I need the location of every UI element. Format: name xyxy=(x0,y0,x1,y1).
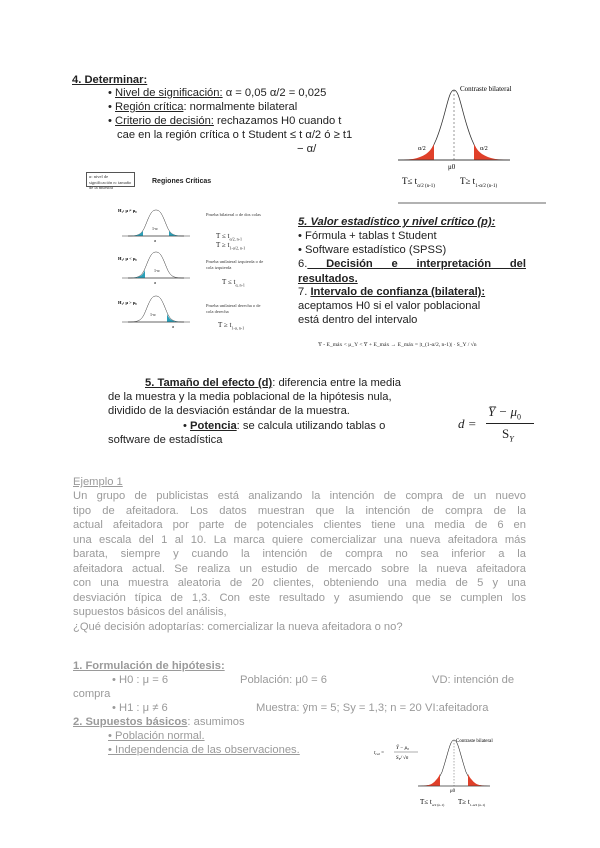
assumption-normal: • Población normal. xyxy=(108,730,205,742)
power-text2: software de estadística xyxy=(108,434,223,446)
svg-text:H₁: μ < μ₀: H₁: μ < μ₀ xyxy=(118,256,137,261)
bell-curve xyxy=(398,90,510,160)
mu0-label: μ0 xyxy=(450,789,456,794)
alpha-right-label: α/2 xyxy=(480,146,488,152)
effect-size-line1 xyxy=(145,376,401,391)
example-body xyxy=(73,489,526,634)
regions-title: Regiones Críticas xyxy=(152,178,212,185)
effect-formula-denominator: $S_Y$ xyxy=(502,426,514,444)
svg-text:H₁: μ ≠ μ₀: H₁: μ ≠ μ₀ xyxy=(118,208,137,213)
effect-size-text2: de la muestra y la media poblacional de la hipótesis nula, xyxy=(108,391,392,403)
note-box xyxy=(86,172,135,190)
svg-text:1-α: 1-α xyxy=(150,312,156,317)
svg-text:α: α xyxy=(154,238,157,243)
h0: • H0 : μ = 6 xyxy=(112,674,169,686)
region-formula-bilateral-1: $T \le t_{\alpha/2, n-1}$ xyxy=(216,232,242,242)
left-critical-label: $T\le t_{\alpha/2 (n-1)}$ xyxy=(402,176,435,189)
critical-regions-diagram xyxy=(118,206,268,336)
critical-region-text: : normalmente bilateral xyxy=(183,101,298,113)
svg-text:1-α: 1-α xyxy=(152,226,158,231)
bullet-formula-tables: • Fórmula + tablas t Student xyxy=(298,230,437,242)
decision-criterion-text1: rechazamos H0 cuando t xyxy=(213,115,342,127)
assumptions-text: : asumimos xyxy=(187,716,245,728)
section-7-num: 7. xyxy=(298,286,308,298)
confidence-interval-formula: Y̅ - E_máx < μ_Y < Y̅ + E_máx → E_máx = |t_(1-α/2, n-1)| · S_Y / √n xyxy=(318,342,477,348)
example-question: ¿Qué decisión adoptarías: comercializar la nueva afeitadora o no? xyxy=(73,620,403,633)
section-6-title: Decisión e interpretación del resultados. xyxy=(298,258,526,285)
example-line: afeitadora actual. Se realiza un estudio de mercado sobre la nueva afeitadora xyxy=(73,562,526,575)
decision-criterion-text2: cae en la región crítica o t Student ≤ t α/2 ó ≥ t1 xyxy=(117,129,353,141)
power-line1: • Potencia: se calcula utilizando tablas o xyxy=(183,420,386,432)
region-formula-bilateral-2: $T \ge t_{1-\alpha/2, n-1}$ xyxy=(216,241,246,251)
svg-text:1-α: 1-α xyxy=(154,268,160,273)
effect-formula-d: d = xyxy=(458,416,477,431)
vd-compra: compra xyxy=(73,688,111,700)
region-desc-bilateral: Prueba bilateral o de dos colas xyxy=(206,212,261,217)
section-6-num: 6. xyxy=(298,258,308,270)
left-critical-label: $T\le t_{\alpha/2 (n-1)}$ xyxy=(420,798,445,807)
section-7-title: Intervalo de confianza (bilateral): xyxy=(310,286,486,298)
region-row-bilateral xyxy=(118,208,190,243)
example-line: tipo de afeitadora. Los datos muestran que la intención de compra de la xyxy=(73,504,526,517)
section-7 xyxy=(298,285,526,300)
bilateral-test-diagram-top xyxy=(388,78,546,204)
section-7-text1: aceptamos H0 si el valor poblacional xyxy=(298,300,481,312)
decision-criterion-text3: − α/ xyxy=(297,143,317,155)
t-cal-lhs: $t_{cal}$ = xyxy=(374,751,385,756)
chart-top-title: Contraste bilateral xyxy=(460,85,512,93)
example-line: con una muestra aleatoria de 20 clientes, obteniendo una media de 5 y una xyxy=(73,577,526,589)
section-7-text2: está dentro del intervalo xyxy=(298,314,418,326)
bullet-significance: • Nivel de significación: α = 0,05 α/2 = 0,025 xyxy=(108,87,327,99)
example-title: Ejemplo 1 xyxy=(73,476,123,488)
hypothesis-title: 1. Formulación de hipótesis: xyxy=(73,660,225,672)
bullet-critical-region: • Región crítica: normalmente bilateral xyxy=(108,101,298,113)
bullet-decision-criterion: • Criterio de decisión: rechazamos H0 cuando t xyxy=(108,115,342,127)
example-line: actual afeitadora por parte de potenciales clientes tiene una media de 6 en xyxy=(73,519,526,531)
right-critical-label: $T\ge t_{1-\alpha/2 (n-1)}$ xyxy=(460,176,498,189)
effect-formula-numerator: Y̅ − $\mu_0$ xyxy=(488,404,522,422)
region-row-right xyxy=(118,296,190,329)
t-cal-numerator: Ȳ − $\mu_0$ xyxy=(396,746,409,751)
section-5-title: 5. Valor estadístico y nivel crítico (p): xyxy=(298,216,496,228)
region-desc-left: Prueba unilateral izquierda o de cola izquierda xyxy=(206,259,264,270)
t-cal-denominator: $S_Y/$ √n xyxy=(396,756,409,761)
right-rejection-region xyxy=(468,774,490,786)
vi: VI:afeitadora xyxy=(425,702,489,714)
right-critical-label: $T\ge t_{1-\alpha/2 (n-1)}$ xyxy=(458,798,486,807)
assumptions-title: 2. Supuestos básicos xyxy=(73,716,188,728)
effect-size-text1: : diferencia entre la media xyxy=(272,377,401,389)
section-4-title: 4. Determinar: xyxy=(72,74,148,86)
svg-text:α: α xyxy=(172,324,175,329)
bilateral-test-diagram-bottom xyxy=(374,734,504,812)
power-label: Potencia xyxy=(190,420,237,432)
left-rejection-region xyxy=(398,144,434,160)
example-line: Un grupo de publicistas está analizando la intención de compra de un nuevo xyxy=(73,490,526,502)
vd: VD: intención de xyxy=(432,674,515,686)
chart-bottom-title: Contraste bilateral xyxy=(456,739,493,744)
decision-criterion-label: Criterio de decisión: xyxy=(115,115,214,127)
example-line: supuestos básicos del análisis, xyxy=(73,606,227,618)
power-text1: : se calcula utilizando tablas o xyxy=(236,420,386,432)
alpha-left-label: α/2 xyxy=(418,146,426,152)
assumption-independence: • Independencia de las observaciones. xyxy=(108,744,300,756)
svg-text:α: α xyxy=(154,280,157,285)
effect-size-text3: dividido de la desviación estándar de la muestra. xyxy=(108,405,350,417)
mu0-label: μ0 xyxy=(448,163,456,171)
significance-label: Nivel de significación: xyxy=(115,87,223,99)
region-desc-right: Prueba unilateral derecha o de cola derecha xyxy=(206,303,261,314)
population: Población: μ0 = 6 xyxy=(240,674,327,686)
bullet-software: • Software estadístico (SPSS) xyxy=(298,244,447,256)
effect-formula-bar xyxy=(486,423,534,424)
effect-size-title: 5. Tamaño del efecto (d) xyxy=(145,377,273,389)
section-6 xyxy=(298,257,526,286)
region-row-left xyxy=(118,252,190,285)
critical-region-label: Región crítica xyxy=(115,101,184,113)
example-line: desviación típica de 1,3. Con este resultado y asumiendo que se cumplen los xyxy=(73,591,526,604)
h1: • H1 : μ ≠ 6 xyxy=(112,702,168,714)
region-formula-left: $T \le t_{\alpha, n-1}$ xyxy=(222,278,245,288)
significance-text: α = 0,05 α/2 = 0,025 xyxy=(222,87,327,99)
assumptions-line xyxy=(73,715,245,730)
example-line: barata, siempre y cuando la intención de compra no sea inferior a la xyxy=(73,548,526,560)
sample: Muestra: ȳm = 5; Sy = 1,3; n = 20 xyxy=(256,702,422,714)
left-rejection-region xyxy=(418,774,440,786)
example-line: una escala del 1 al 10. La marca quiere comercializar una nueva afeitadora más xyxy=(73,533,526,546)
note-text: α: nivel de significación n: tamaño de la muestra xyxy=(89,174,132,190)
svg-text:H₁: μ > μ₀: H₁: μ > μ₀ xyxy=(118,300,137,305)
region-formula-right: $T \ge t_{1-\alpha, n-1}$ xyxy=(218,321,245,331)
